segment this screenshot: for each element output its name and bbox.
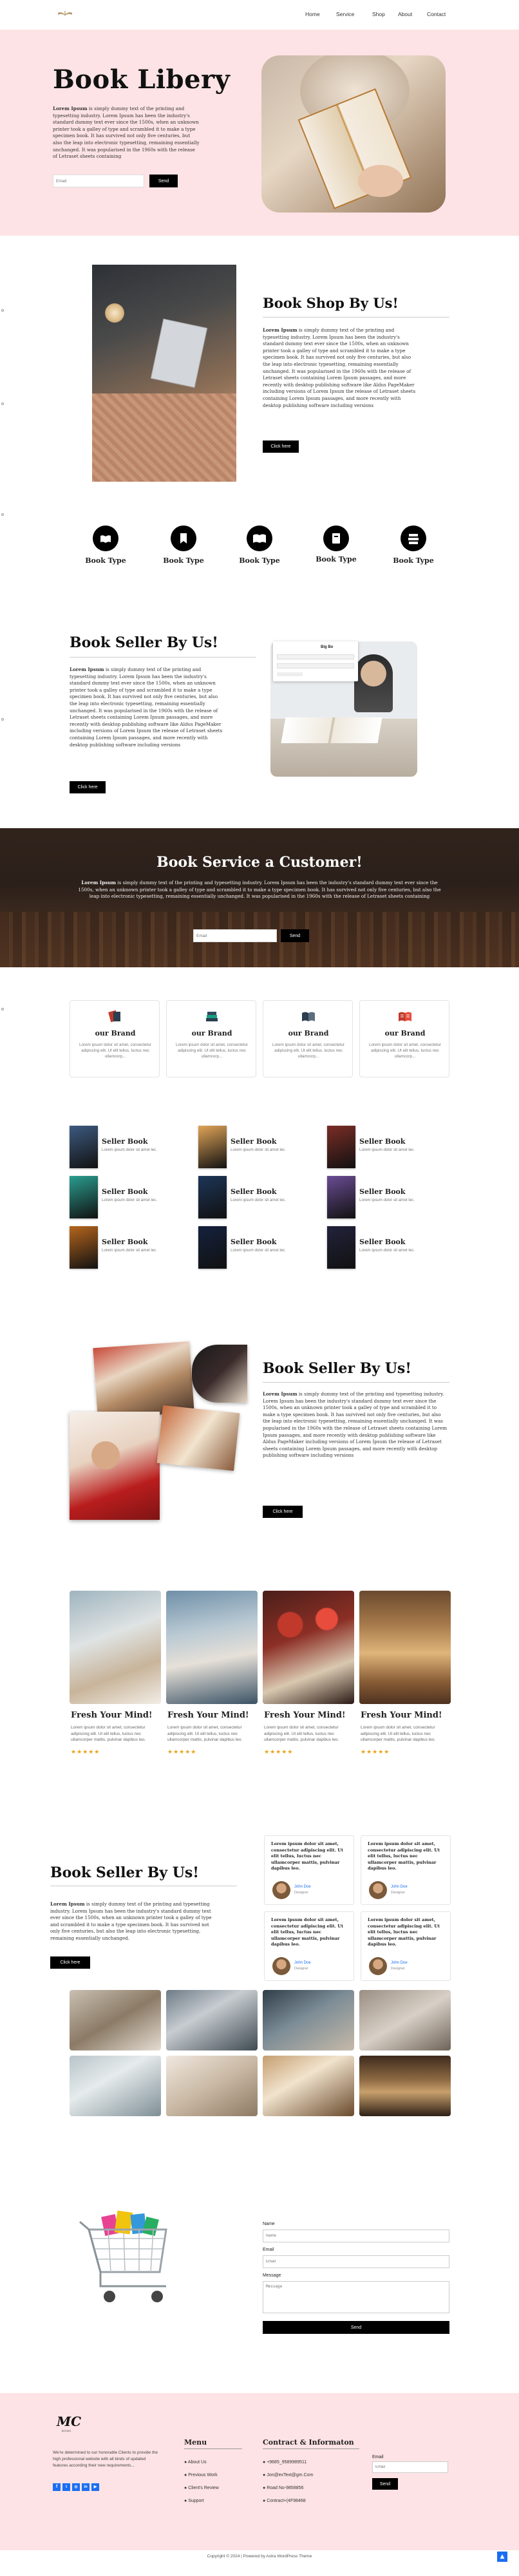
gallery-photo[interactable] xyxy=(166,1990,258,2050)
form-send-button[interactable]: Send xyxy=(263,2321,449,2334)
testimonial-name: John Doe xyxy=(294,1885,311,1889)
seller-book-title: Seller Book xyxy=(102,1137,148,1146)
seller-book-text: Lorem ipsum dolor sit amet lec. xyxy=(359,1198,415,1202)
scroll-top-icon[interactable]: ▲ xyxy=(497,2552,507,2562)
seller2-title: Book Seller By Us! xyxy=(263,1360,411,1377)
testimonials-grid xyxy=(264,1835,451,1981)
fresh-text: Lorem ipsum dolor sit amet, consectetur adipiscing elit. Ut elit tellus, luctus nec ullamcorper mattis, pulvinar dapibus leo. xyxy=(167,1725,243,1742)
contact-item[interactable]: ● Jon@exText@gm.Com xyxy=(263,2473,314,2477)
seller2-collage xyxy=(70,1345,247,1520)
service-text: Lorem Ipsum is simply dummy text of the printing and typesetting industry. Lorem Ipsum has been the industry's standard dummy text ever since the 1500s, when an unknown printer took a galley of type and scrambled it to make a type specimen book. It has survived not only five centuries, but also the leap into electronic typesetting, remaining essentially unchanged. It was popularised in the 1960s with the release of Letraset sheets containing xyxy=(78,880,441,900)
book-cover xyxy=(327,1126,355,1168)
open-book-icon[interactable] xyxy=(247,526,272,551)
rating-stars: ★★★★★ xyxy=(264,1749,294,1756)
seller-book-text: Lorem ipsum dolor sit amet lec. xyxy=(231,1248,286,1253)
seller-book-item[interactable] xyxy=(70,1126,192,1171)
seller-book-text: Lorem ipsum dolor sit amet lec. xyxy=(102,1248,157,1253)
book-cover xyxy=(198,1176,227,1218)
avatar xyxy=(272,1957,290,1975)
testimonial-role: Designer xyxy=(391,1967,406,1971)
rating-stars: ★★★★★ xyxy=(167,1749,197,1756)
seller1-text: Lorem Ipsum is simply dummy text of the printing and typesetting industry. Lorem Ipsum has been the industry's standard dummy text ever since the 1500s, when an unknown printer took a galley of type and scrambled it to make a type specimen book. It has survived not only five centuries, but also the leap into electronic typesetting, remaining essentially unchanged. It was popularised in the 1960s with the release of Letraset sheets containing Lorem Ipsum passages, and more recently with desktop publishing software like Aldus PageMaker including versions of Lorem Ipsum the release of Letraset sheets containing Lorem Ipsum passages, and more recently with desktop publishing software including versions xyxy=(70,667,223,748)
brand-name: our Brand xyxy=(95,1029,136,1037)
service-send-button[interactable]: Send xyxy=(281,929,309,942)
book-type-label: Book Type xyxy=(239,556,280,565)
seller1-overlay-card xyxy=(273,641,358,681)
rating-stars: ★★★★★ xyxy=(71,1749,100,1756)
brand-text: Lorem ipsum dolor sit amet, consectetur adipiscing elit. Ut elit tellus, luctus nec ullamcorp... xyxy=(272,1043,344,1059)
testimonial-role: Designer xyxy=(294,1891,309,1895)
book-type-label: Book Type xyxy=(393,556,434,565)
contact-item[interactable]: ● +9685_9589989511 xyxy=(263,2460,307,2465)
fresh-text: Lorem ipsum dolor sit amet, consectetur adipiscing elit. Ut elit tellus, luctus nec ullamcorper mattis, pulvinar dapibus leo. xyxy=(264,1725,339,1742)
testimonial-card xyxy=(361,1911,451,1981)
book-cover xyxy=(70,1126,98,1168)
brand-name: our Brand xyxy=(191,1029,232,1037)
seller-book-title: Seller Book xyxy=(359,1188,406,1196)
footer-email-label: Email xyxy=(372,2455,384,2459)
book-stack-icon[interactable] xyxy=(401,526,426,551)
seller-book-text: Lorem ipsum dolor sit amet lec. xyxy=(231,1198,286,1202)
seller3-text: Lorem Ipsum is simply dummy text of the printing and typesetting industry. Lorem Ipsum has been the industry's standard dummy text ever since the 1500s, when an unknown printer took a galley of type and scrambled it to make a type specimen book. It has survived not only five centuries, but also the leap into electronic typesetting, remaining essentially unchanged. xyxy=(50,1901,212,1941)
book-type-label: Book Type xyxy=(163,556,204,565)
shopping-cart-illustration xyxy=(70,2196,192,2318)
name-label: Name xyxy=(263,2222,275,2226)
seller-books-grid xyxy=(70,1126,456,1274)
hero-send-button[interactable]: Send xyxy=(149,175,178,187)
footer-menu-item[interactable]: ● Support xyxy=(184,2499,204,2503)
site-footer xyxy=(0,2393,519,2550)
footer-contact-divider xyxy=(263,2448,359,2449)
seller-book-item[interactable] xyxy=(70,1226,192,1271)
email-label: Email xyxy=(263,2248,274,2252)
seller-book-title: Seller Book xyxy=(231,1137,277,1146)
book-type-label: Book Type xyxy=(316,555,357,564)
open-book-icon xyxy=(301,1009,316,1024)
nav-service[interactable]: Service xyxy=(336,11,355,17)
book-types-row xyxy=(82,526,443,571)
gallery-photo[interactable] xyxy=(359,1990,451,2050)
card-label: Big Bo xyxy=(321,645,334,649)
testimonial-role: Designer xyxy=(391,1891,406,1895)
seller1-title: Book Seller By Us! xyxy=(70,634,218,651)
brand-name: our Brand xyxy=(384,1029,426,1037)
hero-title: Book Libery xyxy=(53,64,231,95)
edge-handle[interactable] xyxy=(1,402,4,405)
footer-menu-item[interactable]: ● About Us xyxy=(184,2460,207,2465)
testimonial-quote: Lorem ipsum dolor sit amet, consectetur adipiscing elit. Ut elit tellus, luctus nec ullamcorper mattis, pulvinar dapibus leo. xyxy=(271,1917,344,1947)
seller-book-text: Lorem ipsum dolor sit amet lec. xyxy=(359,1148,415,1152)
hero-book-photo xyxy=(261,55,446,213)
fresh-photo xyxy=(263,1591,354,1704)
seller-book-item[interactable] xyxy=(198,1176,321,1221)
shop-knit-photo xyxy=(92,265,236,482)
fresh-text: Lorem ipsum dolor sit amet, consectetur adipiscing elit. Ut elit tellus, luctus nec ullamcorper mattis, pulvinar dapibus leo. xyxy=(71,1725,146,1742)
hero-section xyxy=(0,30,519,236)
seller-book-text: Lorem ipsum dolor sit amet lec. xyxy=(359,1248,415,1253)
email-input[interactable] xyxy=(263,2255,449,2268)
book-logo-icon[interactable] xyxy=(57,9,73,17)
footer-logo[interactable] xyxy=(57,2414,82,2439)
footer-about: We're determined to our honorable Clients to provide the high professional website with all kinds of updated features according their new requirements... xyxy=(53,2450,158,2468)
edge-handle[interactable] xyxy=(1,1008,4,1010)
main-nav xyxy=(305,11,459,17)
instagram-icon[interactable]: ◎ xyxy=(72,2483,80,2491)
testimonial-card xyxy=(361,1835,451,1905)
seller-book-text: Lorem ipsum dolor sit amet lec. xyxy=(102,1198,157,1202)
brand-text: Lorem ipsum dolor sit amet, consectetur adipiscing elit. Ut elit tellus, luctus nec ullamcorp... xyxy=(176,1043,248,1059)
seller-book-title: Seller Book xyxy=(231,1188,277,1196)
footer-logo-sub: BOOKS xyxy=(61,2429,71,2432)
photo-gallery xyxy=(70,1990,449,2116)
fresh-photo xyxy=(359,1591,451,1704)
seller-book-title: Seller Book xyxy=(359,1238,406,1246)
fresh-photo xyxy=(70,1591,161,1704)
seller-book-item[interactable] xyxy=(198,1126,321,1171)
testimonial-card xyxy=(264,1835,354,1905)
seller-book-title: Seller Book xyxy=(102,1238,148,1246)
site-header xyxy=(0,0,519,28)
fresh-text: Lorem ipsum dolor sit amet, consectetur adipiscing elit. Ut elit tellus, luctus nec ullamcorper mattis, pulvinar dapibus leo. xyxy=(361,1725,436,1742)
seller-book-item[interactable] xyxy=(327,1126,449,1171)
footer-contact-title: Contract & Informaton xyxy=(263,2438,354,2447)
seller-book-item[interactable] xyxy=(70,1176,192,1221)
facebook-icon[interactable]: f xyxy=(53,2483,61,2491)
seller1-divider xyxy=(70,657,256,658)
edge-handle[interactable] xyxy=(1,513,4,516)
nav-about[interactable]: About xyxy=(398,11,413,17)
edge-handle[interactable] xyxy=(1,309,4,312)
seller2-text: Lorem Ipsum is simply dummy text of the printing and typesetting industry. Lorem Ipsum has been the industry's standard dummy text ever since the 1500s, when an unknown printer took a galley of type and scrambled it to make a type specimen book. It has survived not only five centuries, but also the leap into electronic typesetting, remaining essentially unchanged. It was popularised in the 1960s with the release of Letraset sheets containing Lorem Ipsum passages, and more recently with desktop publishing software like Aldus PageMaker including versions of Lorem Ipsum the release of Letraset sheets containing Lorem Ipsum passages, and more recently with desktop publishing software including versions xyxy=(263,1391,448,1459)
brand-card[interactable] xyxy=(359,1000,449,1077)
footer-menu-item[interactable]: ● Previous Work xyxy=(184,2473,218,2477)
testimonial-quote: Lorem ipsum dolor sit amet, consectetur adipiscing elit. Ut elit tellus, luctus nec ullamcorper mattis, pulvinar dapibus leo. xyxy=(368,1841,440,1871)
book-cover xyxy=(70,1176,98,1218)
fresh-row xyxy=(70,1591,449,1790)
seller-book-title: Seller Book xyxy=(231,1238,277,1246)
testimonial-card xyxy=(264,1911,354,1981)
seller2-divider xyxy=(263,1382,449,1383)
gallery-photo[interactable] xyxy=(166,2056,258,2116)
seller-book-text: Lorem ipsum dolor sit amet lec. xyxy=(231,1148,286,1152)
service-email-input[interactable] xyxy=(193,929,277,942)
bookmark-icon[interactable] xyxy=(171,526,196,551)
gallery-photo[interactable] xyxy=(263,2056,354,2116)
nav-home[interactable]: Home xyxy=(305,11,320,17)
testimonial-quote: Lorem ipsum dolor sit amet, consectetur adipiscing elit. Ut elit tellus, luctus nec ullamcorper mattis, pulvinar dapibus leo. xyxy=(368,1917,440,1947)
testimonial-name: John Doe xyxy=(391,1885,408,1889)
twitter-icon[interactable]: t xyxy=(62,2483,70,2491)
footer-menu-item[interactable]: ● Client's Review xyxy=(184,2486,219,2490)
fresh-title: Fresh Your Mind! xyxy=(167,1710,249,1720)
red-open-book-icon xyxy=(397,1009,413,1024)
testimonial-role: Designer xyxy=(294,1967,309,1971)
seller3-title: Book Seller By Us! xyxy=(50,1864,199,1881)
brand-card[interactable] xyxy=(166,1000,256,1077)
brand-text: Lorem ipsum dolor sit amet, consectetur adipiscing elit. Ut elit tellus, luctus nec ullamcorp... xyxy=(369,1043,441,1059)
service-section xyxy=(0,828,519,967)
testimonial-name: John Doe xyxy=(294,1961,311,1965)
contact-item[interactable]: ● Road No-9858856 xyxy=(263,2486,304,2490)
brand-text: Lorem ipsum dolor sit amet, consectetur adipiscing elit. Ut elit tellus, luctus nec ullamcorp... xyxy=(79,1043,151,1059)
gallery-photo[interactable] xyxy=(70,2056,161,2116)
book-type-label: Book Type xyxy=(85,556,126,565)
gallery-photo[interactable] xyxy=(263,1990,354,2050)
avatar xyxy=(369,1881,387,1899)
name-input[interactable] xyxy=(263,2230,449,2242)
youtube-icon[interactable]: ▶ xyxy=(91,2483,99,2491)
hero-text: Lorem Ipsum is simply dummy text of the printing and typesetting industry. Lorem Ipsum has been the industry's standard dummy text ever since the 1500s, when an unknown printer took a galley of type and scrambled it to make a type specimen book. It has survived not only five centuries, but also the leap into electronic typesetting, remaining essentially unchanged. It was popularised in the 1960s with the release of Letraset sheets containing xyxy=(53,106,200,160)
seller-book-item[interactable] xyxy=(327,1176,449,1221)
brand-name: our Brand xyxy=(288,1029,329,1037)
seller-book-item[interactable] xyxy=(327,1226,449,1271)
footer-menu-divider xyxy=(184,2448,242,2449)
red-book-icon xyxy=(108,1009,123,1024)
footer-menu-title: Menu xyxy=(184,2438,207,2447)
contact-item[interactable]: ● Contract+(4F98468 xyxy=(263,2499,306,2503)
testimonial-quote: Lorem ipsum dolor sit amet, consectetur adipiscing elit. Ut elit tellus, luctus nec ullamcorper mattis, pulvinar dapibus leo. xyxy=(271,1841,344,1871)
message-textarea[interactable] xyxy=(263,2281,449,2313)
seller3-click-button[interactable]: Click here xyxy=(50,1956,90,1969)
brand-card[interactable] xyxy=(70,1000,160,1077)
edge-handle[interactable] xyxy=(1,718,4,721)
brand-card[interactable] xyxy=(263,1000,353,1077)
footer-menu xyxy=(184,2456,219,2508)
seller-book-text: Lorem ipsum dolor sit amet lec. xyxy=(102,1148,157,1152)
nav-contact[interactable]: Contact xyxy=(427,11,446,17)
shop-click-button[interactable]: Click here xyxy=(263,440,299,453)
book-cover xyxy=(327,1176,355,1218)
book-cover xyxy=(198,1226,227,1269)
gallery-photo[interactable] xyxy=(70,1990,161,2050)
rating-stars: ★★★★★ xyxy=(361,1749,390,1756)
footer-email-input[interactable] xyxy=(372,2461,448,2473)
footer-logo-text: MC xyxy=(57,2414,82,2429)
footer-send-button[interactable]: Send xyxy=(372,2478,398,2490)
book-cover-icon[interactable] xyxy=(323,526,349,551)
book-cover xyxy=(70,1226,98,1269)
seller2-click-button[interactable]: Click here xyxy=(263,1506,303,1518)
avatar xyxy=(369,1957,387,1975)
social-icons xyxy=(53,2483,99,2491)
copyright: Copyright © 2024 | Powered by Astra WordPress Theme xyxy=(207,2554,312,2559)
footer-contacts xyxy=(263,2456,313,2508)
seller1-click-button[interactable]: Click here xyxy=(70,781,106,793)
linkedin-icon[interactable]: in xyxy=(82,2483,90,2491)
shop-title: Book Shop By Us! xyxy=(263,295,399,311)
service-title: Book Service a Customer! xyxy=(156,854,363,871)
nav-shop[interactable]: Shop xyxy=(372,11,385,17)
book-open-icon[interactable] xyxy=(93,526,118,551)
gallery-photo[interactable] xyxy=(359,2056,451,2116)
book-cover xyxy=(327,1226,355,1269)
contact-form xyxy=(263,2222,449,2338)
seller-book-title: Seller Book xyxy=(359,1137,406,1146)
shop-text: Lorem Ipsum is simply dummy text of the printing and typesetting industry. Lorem Ipsum has been the industry's standard dummy text ever since the 1500s, when an unknown printer took a galley of type and scrambled it to make a type specimen book. It has survived not only five centuries, but also the leap into electronic typesetting, remaining essentially unchanged. It was popularised in the 1960s with the release of Letraset sheets containing Lorem Ipsum passages, and more recently with desktop publishing software like Aldus PageMaker including versions of Lorem Ipsum the release of Letraset sheets containing Lorem Ipsum passages, and more recently with desktop publishing software including versions xyxy=(263,327,416,408)
book-cover xyxy=(198,1126,227,1168)
avatar xyxy=(272,1881,290,1899)
brands-row xyxy=(70,1000,449,1077)
book-stack-icon xyxy=(204,1009,220,1024)
fresh-title: Fresh Your Mind! xyxy=(361,1710,442,1720)
fresh-title: Fresh Your Mind! xyxy=(71,1710,153,1720)
seller-book-title: Seller Book xyxy=(102,1188,148,1196)
fresh-title: Fresh Your Mind! xyxy=(264,1710,346,1720)
seller-book-item[interactable] xyxy=(198,1226,321,1271)
hero-email-input[interactable] xyxy=(53,175,144,187)
message-label: Message xyxy=(263,2273,281,2278)
testimonial-name: John Doe xyxy=(391,1961,408,1965)
fresh-photo xyxy=(166,1591,258,1704)
